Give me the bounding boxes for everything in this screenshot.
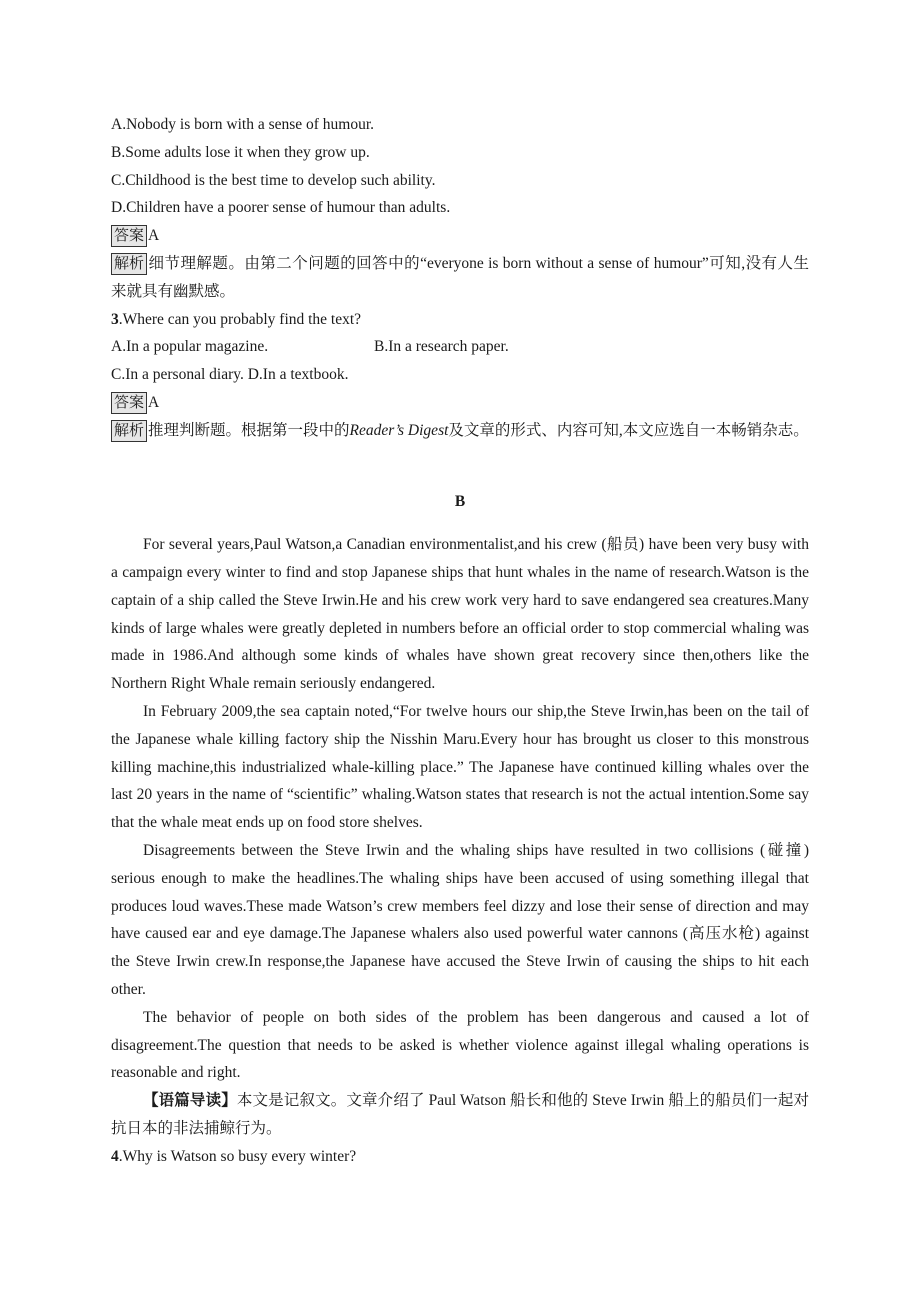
q2-answer-row: [111, 222, 809, 250]
q4-text: .Why is Watson so busy every winter?: [118, 1147, 357, 1165]
q3-analysis-pre: 推理判断题。根据第一段中的: [148, 421, 350, 439]
q2-option-b: B.Some adults lose it when they grow up.: [111, 143, 370, 161]
q4-number: 4: [111, 1147, 119, 1165]
q2-answer: A: [148, 227, 160, 245]
analysis-tag: 解析: [111, 253, 147, 275]
q2-analysis: 细节理解题。由第二个问题的回答中的“everyone is born without a sense of humour”可知,没有人生来就具有幽默感。: [111, 254, 809, 300]
q3-answer: A: [148, 393, 160, 411]
reading-guide-text: 本文是记叙文。文章介绍了 Paul Watson 船长和他的 Steve Irwin 船上的船员们一起对抗日本的非法捕鲸行为。: [111, 1092, 809, 1137]
reading-guide: [111, 1087, 809, 1143]
answer-tag: 答案: [111, 392, 147, 414]
q2-option-c: C.Childhood is the best time to develop such ability.: [111, 171, 436, 189]
q3-number: 3: [111, 310, 119, 328]
passage-paragraph-1: For several years,Paul Watson,a Canadian environmentalist,and his crew (船员) have been very busy with a campaign every winter to find and stop Japanese ships that hunt whales in the name of research.Watson is the captain of a ship called the Steve Irwin.He and his crew work very hard to save endangered sea creatures.Many kinds of large whales were greatly depleted in numbers before an official order to stop commercial whaling was made in 1986.And although some kinds of whales have shown great recovery since then,others like the Northern Right Whale remain seriously endangered.: [111, 536, 809, 693]
section-title: B: [454, 492, 466, 510]
q4-question: [111, 1143, 809, 1171]
document-page: [111, 111, 809, 1170]
q3-option-cd: C.In a personal diary. D.In a textbook.: [111, 366, 349, 384]
q3-option-a: A.In a popular magazine.: [111, 338, 269, 356]
passage-paragraph-4: The behavior of people on both sides of the problem has been dangerous and caused a lot of disagreement.The question that needs to be asked is whether violence against illegal whaling operations is reasonable and right.: [111, 1008, 809, 1082]
q2-option-a: A.Nobody is born with a sense of humour.: [111, 116, 375, 133]
q2-option-d: D.Children have a poorer sense of humour than adults.: [111, 199, 451, 217]
reading-guide-heading: 【语篇导读】: [143, 1092, 237, 1110]
q3-analysis-post: 及文章的形式、内容可知,本文应选自一本畅销杂志。: [448, 421, 809, 439]
q2-analysis-row: [111, 250, 809, 306]
passage-paragraph-2: In February 2009,the sea captain noted,“For twelve hours our ship,the Steve Irwin,has been on the tail of the Japanese whale killing factory ship the Nisshin Maru.Every hour has brought us closer to this monstrous killing machine,this industrialized whale-killing place.” The Japanese have continued killing whales over the last 20 years in the name of “scientific” whaling.Watson states that research is not the actual intention.Some say that the whale meat ends up on food store shelves.: [111, 702, 809, 832]
q3-analysis-row: [111, 417, 809, 445]
q3-analysis-italic: Reader’s Digest: [349, 421, 449, 439]
q3-question: [111, 306, 809, 334]
q3-text: .Where can you probably find the text?: [118, 310, 362, 328]
spacer: [111, 445, 809, 473]
analysis-tag: 解析: [111, 420, 147, 442]
q3-answer-row: [111, 389, 809, 417]
passage-paragraph-3: Disagreements between the Steve Irwin and the whaling ships have resulted in two collisions (碰撞) serious enough to make the headlines.The whaling ships have been accused of using something illegal that produces loud waves.These made Watson’s crew members feel dizzy and lose their sense of direction and may have caused ear and eye damage.The Japanese whalers also used powerful water cannons (高压水枪) against the Steve Irwin crew.In response,the Japanese have accused the Steve Irwin of causing the ships to hit each other.: [111, 841, 809, 998]
answer-tag: 答案: [111, 225, 147, 247]
q3-options-row: [111, 333, 809, 361]
q3-option-b: B.In a research paper.: [374, 338, 509, 356]
